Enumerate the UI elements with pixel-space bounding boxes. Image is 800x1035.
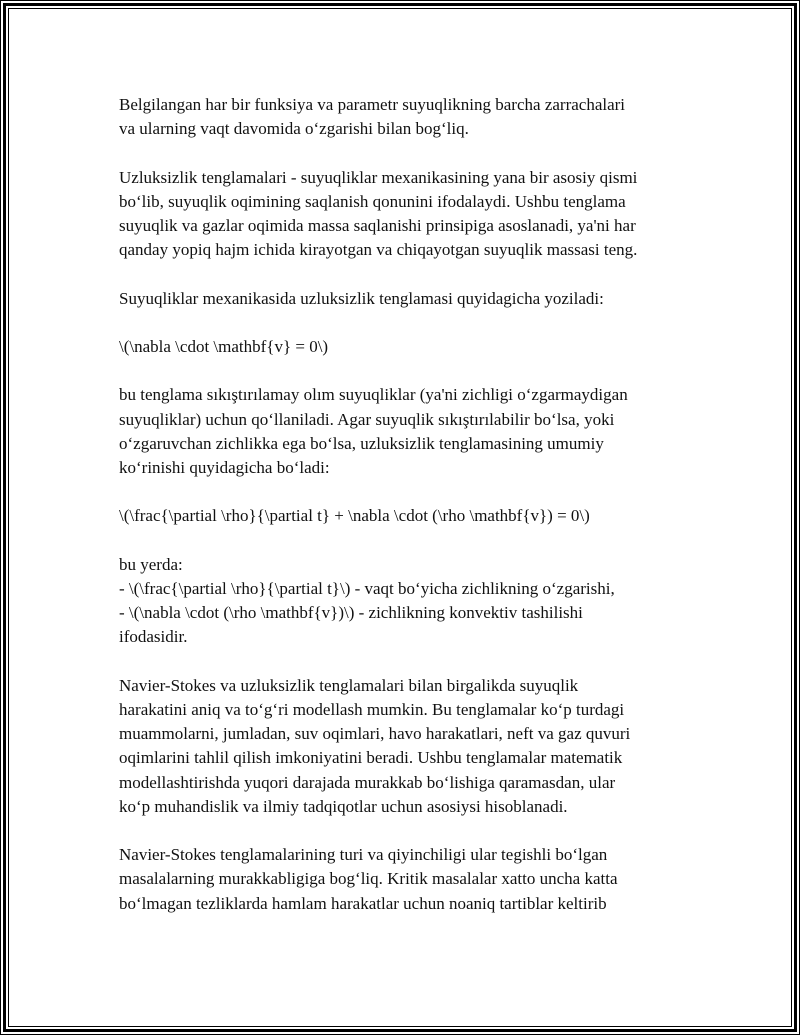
text-line: \(\nabla \cdot \mathbf{v} = 0\) (119, 336, 329, 356)
text-line: koʻrinishi quyidagicha boʻladi: (119, 457, 330, 477)
text-line: boʻlmagan tezliklarda hamlam harakatlar uchun noaniq tartiblar keltirib (119, 893, 607, 913)
text-line: qanday yopiq hajm ichida kirayotgan va chiqayotgan suyuqlik massasi teng. (119, 240, 638, 260)
text-line: koʻp muhandislik va ilmiy tadqiqotlar uchun asosiysi hisoblanadi. (119, 796, 568, 816)
paragraph (119, 553, 689, 650)
text-line: harakatini aniq va toʻgʻri modellash mumkin. Bu tenglamalar koʻp turdagi (119, 699, 625, 719)
text-line: suyuqlik va gazlar oqimida massa saqlanishi prinsipiga asoslanadi, ya'ni har (119, 216, 636, 235)
paragraph (119, 166, 689, 263)
text-line: Belgilangan har bir funksiya va parametr suyuqlikning barcha zarrachalari (119, 95, 626, 114)
text-line: suyuqliklar) uchun qoʻllaniladi. Agar suyuqlik sıkıştırılabilir boʻlsa, yoki (119, 409, 615, 429)
text-line: modellashtirishda yuqori darajada murakkab boʻlishiga qaramasdan, ular (119, 772, 616, 792)
text-line: \(\frac{\partial \rho}{\partial t} + \nabla \cdot (\rho \mathbf{v}) = 0\) (119, 506, 590, 526)
text-line: va ularning vaqt davomida oʻzgarishi bilan bogʻliq. (119, 119, 469, 139)
text-line: ifodasidir. (119, 627, 188, 647)
text-line: oqimlarini tahlil qilish imkoniyatini beradi. Ushbu tenglamalar matematik (119, 748, 623, 768)
text-line: Uzluksizlik tenglamalari - suyuqliklar mexanikasining yana bir asosiy qismi (119, 167, 638, 187)
document-body (119, 93, 689, 940)
text-line: - \(\frac{\partial \rho}{\partial t}\) - vaqt boʻyicha zichlikning oʻzgarishi, (119, 578, 615, 598)
text-line: oʻzgaruvchan zichlikka ega boʻlsa, uzluksizlik tenglamasining umumiy (119, 433, 604, 453)
paragraph (119, 93, 689, 141)
paragraph (119, 674, 689, 819)
text-line: boʻlib, suyuqlik oqimining saqlanish qonunini ifodalaydi. Ushbu tenglama (119, 191, 626, 211)
text-line: - \(\nabla \cdot (\rho \mathbf{v})\) - zichlikning konvektiv tashilishi (119, 603, 583, 623)
text-line: bu tenglama sıkıştırılamay olım suyuqliklar (ya'ni zichligi oʻzgarmaydigan (119, 385, 628, 405)
text-line: muammolarni, jumladan, suv oqimlari, havo harakatlari, neft va gaz quvuri (119, 724, 631, 744)
text-line: Suyuqliklar mexanikasida uzluksizlik tenglamasi quyidagicha yoziladi: (119, 288, 604, 308)
paragraph (119, 383, 689, 480)
paragraph (119, 335, 689, 359)
text-line: bu yerda: (119, 554, 183, 574)
paragraph (119, 843, 689, 916)
paragraph (119, 287, 689, 311)
text-line: Navier-Stokes va uzluksizlik tenglamalari bilan birgalikda suyuqlik (119, 675, 579, 695)
text-line: masalalarning murakkabligiga bogʻliq. Kritik masalalar xatto uncha katta (119, 869, 618, 889)
paragraph (119, 504, 689, 528)
text-line: Navier-Stokes tenglamalarining turi va qiyinchiligi ular tegishli boʻlgan (119, 845, 608, 865)
